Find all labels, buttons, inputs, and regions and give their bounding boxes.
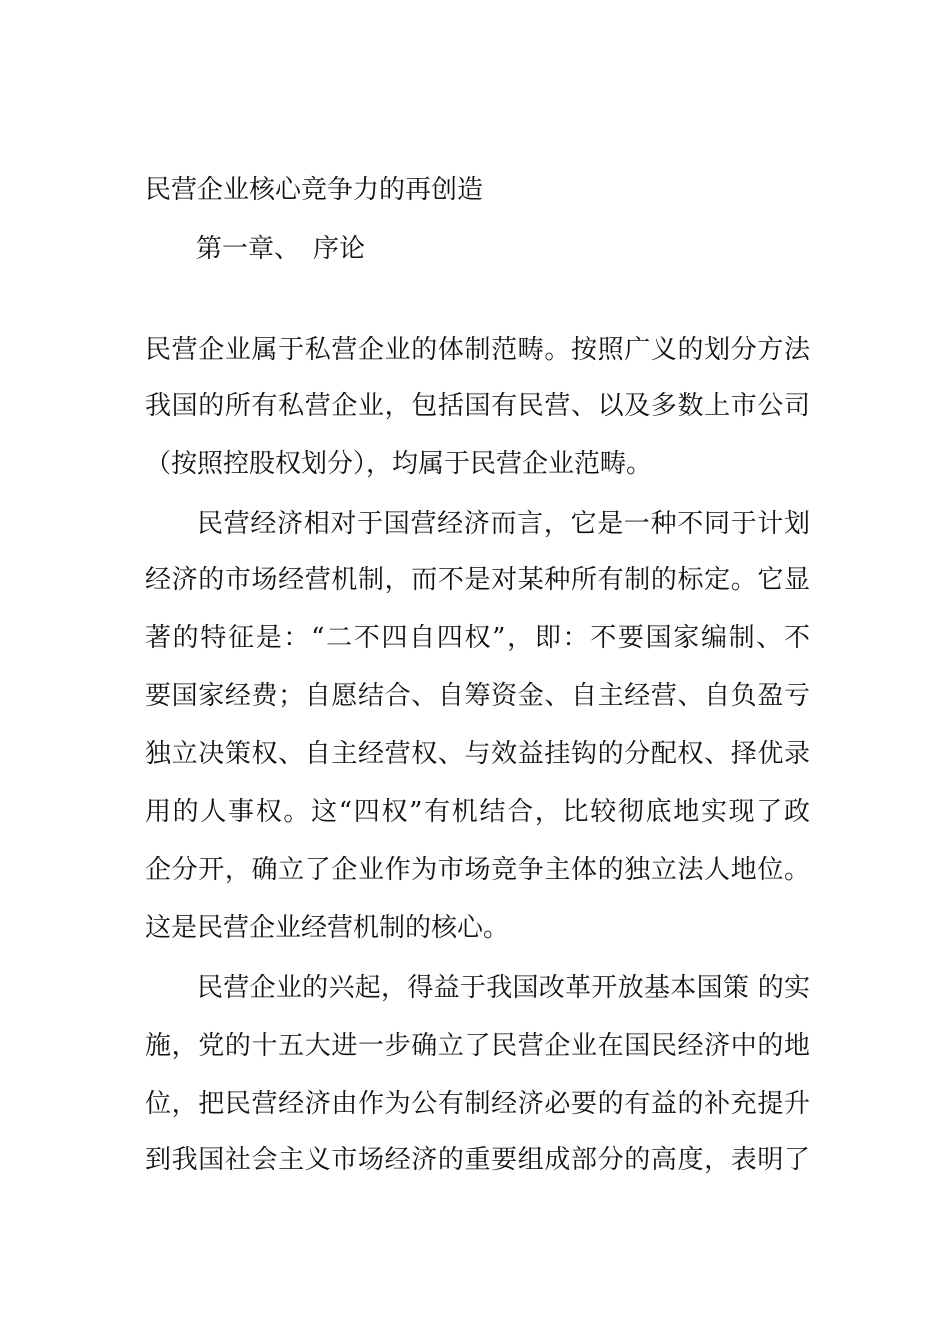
paragraph-line: 我国的所有私营企业，包括国有民营、以及多数上市公司 <box>145 391 810 421</box>
paragraph-line: 民营企业属于私营企业的体制范畴。按照广义的划分方法 <box>145 335 810 365</box>
paragraph-line: 这是民营企业经营机制的核心。 <box>145 913 510 943</box>
paragraph-line: 位，把民营经济由作为公有制经济必要的有益的补充提升 <box>145 1089 810 1119</box>
paragraph-line: 企分开，确立了企业作为市场竞争主体的独立法人地位。 <box>145 855 810 885</box>
paragraph-line: 民营企业的兴起，得益于我国改革开放基本国策 的实 <box>197 973 810 1003</box>
paragraph-line: 施，党的十五大进一步确立了民营企业在国民经济中的地 <box>145 1031 810 1061</box>
document-title: 民营企业核心竞争力的再创造 <box>145 175 484 205</box>
paragraph-line: 民营经济相对于国营经济而言，它是一种不同于计划 <box>197 509 810 539</box>
paragraph-line: 独立决策权、自主经营权、与效益挂钩的分配权、择优录 <box>145 739 810 769</box>
paragraph-line: 著的特征是：“二不四自四权”，即：不要国家编制、不 <box>145 623 810 653</box>
paragraph-line: 用的人事权。这“四权”有机结合，比较彻底地实现了政 <box>145 797 810 827</box>
paragraph-line: 经济的市场经营机制，而不是对某种所有制的标定。它显 <box>145 565 810 595</box>
paragraph-line: 到我国社会主义市场经济的重要组成部分的高度，表明了 <box>145 1145 810 1175</box>
paragraph-line: 要国家经费；自愿结合、自筹资金、自主经营、自负盈亏 <box>145 681 810 711</box>
chapter-heading: 第一章、 序论 <box>196 234 366 264</box>
paragraph-line: （按照控股权划分），均属于民营企业范畴。 <box>145 449 653 479</box>
